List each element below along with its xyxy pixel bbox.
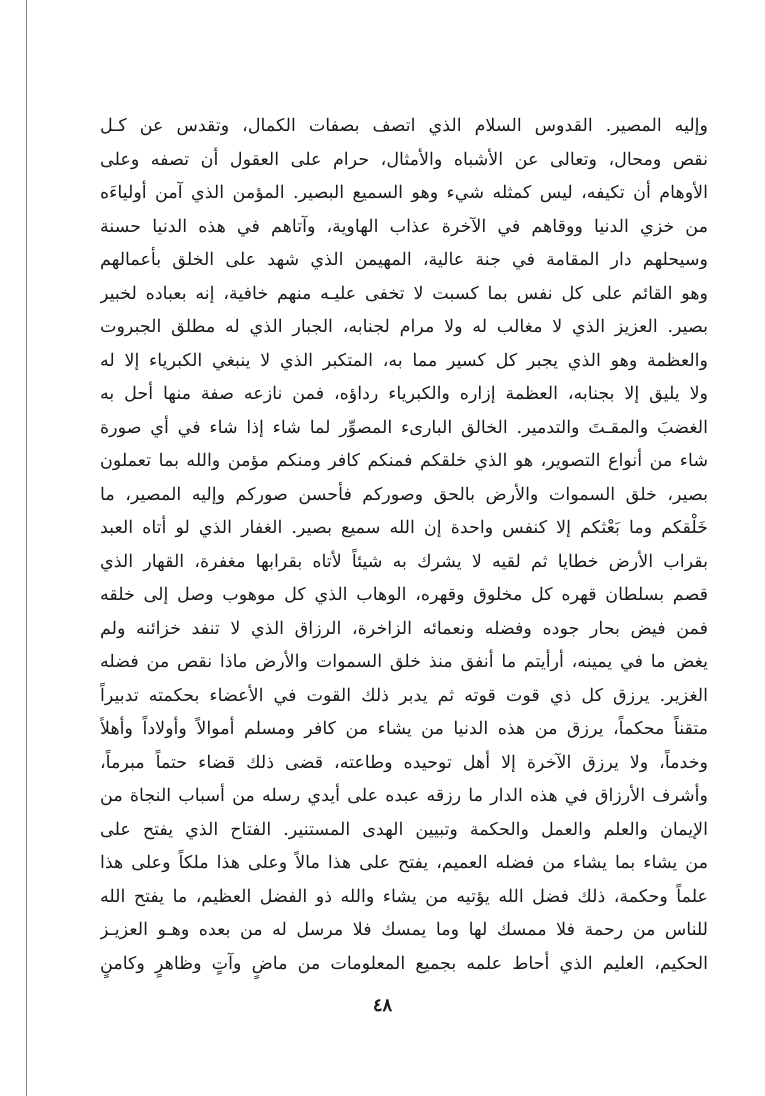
text-line: من خزي الدنيا ووقاهم في الآخرة عذاب الهاوية، وآتاهم في هذه الدنيا حسنة: [100, 216, 708, 237]
text-line: يغض ما في يمينه، أرأيتم ما أنفق منذ خلق السموات والأرض ماذا نقص من فضله: [100, 652, 708, 672]
text-line: الإيمان والعلم والعمل والحكمة وتبيين الهدى المستنير. الفتاح الذي يفتح على: [100, 819, 708, 840]
text-line: الأوهام أن تكيفه، ليس كمثله شيء وهو السميع البصير. المؤمن الذي آمن أولياءَه: [100, 183, 708, 203]
text-line: خَلْقكم وما بَعْثكم إلا كنفس واحدة إن الله سميع بصير. الغفار الذي لو أتاه العبد: [100, 518, 708, 538]
text-line: علماً وحكمة، ذلك فضل الله يؤتيه من يشاء والله ذو الفضل العظيم، ما يفتح الله: [100, 886, 708, 907]
text-line: فمن فيض بحار جوده وفضله ونعمائه الزاخرة، الرزاق الذي لا تنفد خزائنه ولم: [100, 618, 708, 639]
text-line: والعظمة وهو الذي يجبر كل كسير مما به، المتكبر الذي لا ينبغي الكبرياء إلا له: [100, 350, 708, 371]
text-line: الغضبَ والمقـتَ والتدمير. الخالق البارىء المصوِّر لما شاء إذا شاء في أي صورة: [100, 417, 708, 438]
text-line: نقص ومحال، وتعالى عن الأشباه والأمثال، حرام على العقول أن تصفه وعلى: [100, 149, 708, 170]
text-line: من يشاء بما يشاء من فضله العميم، يفتح على هذا مالاً وعلى هذا ملكاً وعلى هذا: [100, 853, 708, 873]
text-line: للناس من رحمة فلا ممسك لها وما يمسك فلا مرسل له من بعده وهـو العزيـز: [100, 920, 708, 940]
text-line: الغزير. يرزق كل ذي قوت قوته ثم يدبر ذلك القوت في الأعضاء بحكمته تدبيراً: [100, 685, 708, 706]
text-line: متقناً محكماً، يرزق من هذه الدنيا من يشاء من كافر ومسلم أموالاً وأولاداً وأهلاً: [100, 719, 708, 739]
body-text: [100, 110, 708, 981]
text-line: بصير، خلق السموات والأرض بالحق وصوركم فأحسن صوركم وإليه المصير، ما: [100, 484, 708, 505]
text-line: وأشرف الأرزاق في هذه الدار ما رزقه عبده على أيدي رسله من أسباب النجاة من: [100, 786, 708, 806]
text-line: قصم بسلطان قهره كل مخلوق وقهره، الوهاب الذي كل موهوب وصل إلى خلقه: [100, 585, 708, 605]
text-line: وإليه المصير. القدوس السلام الذي اتصف بصفات الكمال، وتقدس عن كـل: [100, 116, 708, 136]
text-line: وسيحلهم دار المقامة في جنة عالية، المهيمن الذي شهد على الخلق بأعمالهم: [100, 250, 708, 270]
text-line: بصير. العزيز الذي لا مغالب له ولا مرام لجنابه، الجبار الذي له مطلق الجبروت: [100, 317, 708, 337]
text-line: شاء من أنواع التصوير، هو الذي خلقكم فمنكم كافر ومنكم مؤمن والله بما تعملون: [100, 451, 708, 471]
text-line: ولا يليق إلا بجنابه، العظمة إزاره والكبرياء رداؤه، فمن نازعه صفة منها أحل به: [100, 384, 708, 404]
text-line: وخدماً، ولا يرزق الآخرة إلا أهل توحيده وطاعته، قضى ذلك قضاء حتماً مبرماً،: [100, 752, 708, 773]
page-number: ٤٨: [372, 995, 393, 1016]
text-line: بقراب الأرض خطايا ثم لقيه لا يشرك به شيئاً لأتاه بقرابها مغفرة، القهار الذي: [100, 551, 708, 572]
text-line: وهو القائم على كل نفس بما كسبت لا تخفى عليـه منهم خافية، إنه بعباده لخبير: [100, 283, 708, 304]
page-edge-line: [26, 0, 27, 1096]
text-line: الحكيم، العليم الذي أحاط علمه بجميع المعلومات من ماضٍ وآتٍ وظاهرٍ وكامنٍ: [100, 953, 708, 974]
